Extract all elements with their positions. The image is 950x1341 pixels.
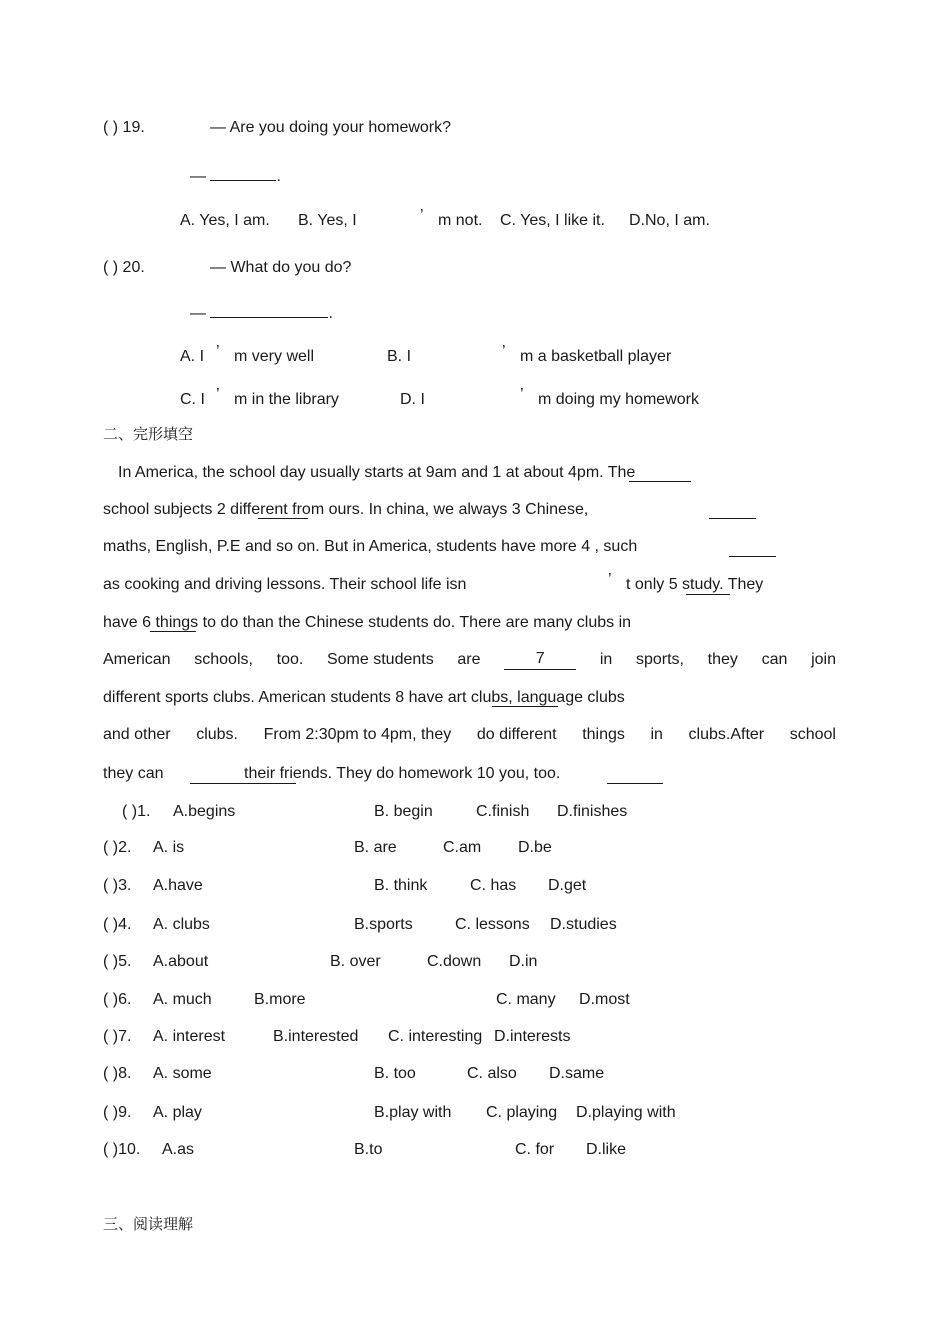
cloze-line-6-word: join — [811, 651, 836, 668]
option-a: A. interest — [153, 1028, 226, 1045]
q19-option-d: D.No, I am. — [629, 212, 710, 229]
cloze-line-6-word: they — [707, 651, 738, 668]
option-a: A. play — [153, 1104, 202, 1121]
option-d: D.studies — [550, 916, 617, 933]
cloze-underline-1 — [629, 481, 691, 482]
q20-answer-blank[interactable] — [210, 303, 328, 318]
option-c: C. also — [467, 1065, 517, 1082]
cloze-line-6-word: American — [103, 651, 171, 668]
q20-option-b-part1: B. I — [387, 348, 412, 365]
option-d: D.get — [548, 877, 587, 894]
q20-option-a-part2: m very well — [234, 348, 315, 365]
q20-tail: . — [328, 305, 333, 322]
q19-number: ( ) 19. — [103, 119, 145, 136]
cloze-line-6-word: schools, — [194, 651, 253, 668]
cloze-line-6-word: can — [761, 651, 788, 668]
option-number: ( )1. — [122, 803, 151, 820]
option-b: B.play with — [374, 1104, 452, 1121]
option-d: D.in — [509, 953, 538, 970]
q20-option-d-apostrophe: ’ — [520, 386, 524, 403]
cloze-line-6 — [103, 650, 836, 670]
q19-tail: . — [276, 168, 281, 185]
option-a: A. some — [153, 1065, 212, 1082]
cloze-line-8-word: clubs. — [196, 726, 238, 743]
q19-option-b-part2: m not. — [438, 212, 483, 229]
cloze-line-8-word: and other — [103, 726, 171, 743]
q19-answer-line — [190, 166, 281, 187]
q20-option-d-part2: m doing my homework — [538, 391, 699, 408]
cloze-line-7: different sports clubs. American students 8 have art clubs, language clubs — [103, 689, 625, 706]
cloze-line-8 — [103, 725, 836, 745]
cloze-line-8-word: do different — [476, 726, 557, 743]
option-c: C.am — [443, 839, 482, 856]
cloze-line-6-word: are — [457, 651, 481, 668]
option-number: ( )10. — [103, 1141, 141, 1158]
option-c: C. interesting — [388, 1028, 483, 1045]
cloze-line-9-part1: they can — [103, 765, 164, 782]
q20-answer-line — [190, 303, 333, 324]
option-b: B. too — [374, 1065, 416, 1082]
option-number: ( )2. — [103, 839, 132, 856]
option-c: C.down — [427, 953, 482, 970]
q20-dash: — — [190, 305, 206, 322]
cloze-line-8-word: school — [789, 726, 836, 743]
option-number: ( )3. — [103, 877, 132, 894]
section3-title: 三、阅读理解 — [103, 1215, 194, 1233]
cloze-underline-2 — [258, 518, 308, 519]
option-d: D.be — [518, 839, 552, 856]
cloze-underline-10 — [607, 783, 663, 784]
q20-question: — What do you do? — [210, 259, 352, 276]
cloze-line-3: maths, English, P.E and so on. But in America, students have more 4 , such — [103, 538, 638, 555]
option-number: ( )6. — [103, 991, 132, 1008]
cloze-underline-8 — [492, 706, 558, 707]
cloze-line-4-part1: as cooking and driving lessons. Their school life isn — [103, 576, 467, 593]
option-number: ( )4. — [103, 916, 132, 933]
option-b: B. are — [354, 839, 397, 856]
q20-option-a-part1: A. I — [180, 348, 205, 365]
q19-option-b-part1: B. Yes, I — [298, 212, 357, 229]
cloze-line-2: school subjects 2 different from ours. In china, we always 3 Chinese, — [103, 501, 589, 518]
option-number: ( )7. — [103, 1028, 132, 1045]
q19-option-b-apostrophe: ’ — [420, 207, 424, 224]
cloze-line-8-word: clubs.After — [688, 726, 765, 743]
option-a: A. much — [153, 991, 212, 1008]
option-a: A.begins — [173, 803, 236, 820]
option-b: B.interested — [273, 1028, 359, 1045]
cloze-line-5: have 6 things to do than the Chinese students do. There are many clubs in — [103, 614, 632, 631]
option-d: D.same — [549, 1065, 605, 1082]
option-c: C. playing — [486, 1104, 558, 1121]
q20-option-b-apostrophe: ’ — [502, 343, 506, 360]
q19-question: — Are you doing your homework? — [210, 119, 452, 136]
q20-option-d-part1: D. I — [400, 391, 425, 408]
option-c: C. has — [470, 877, 517, 894]
option-b: B.more — [254, 991, 306, 1008]
q19-answer-blank[interactable] — [210, 166, 276, 181]
cloze-line-8-word: From 2:30pm to 4pm, they — [263, 726, 452, 743]
cloze-line-8-word: things — [582, 726, 625, 743]
q19-option-c: C. Yes, I like it. — [500, 212, 605, 229]
cloze-blank-7: 7 — [504, 650, 576, 670]
q20-number: ( ) 20. — [103, 259, 145, 276]
option-d: D.most — [579, 991, 630, 1008]
cloze-line-6-word: in — [599, 651, 613, 668]
q20-option-c-part1: C. I — [180, 391, 205, 408]
option-b: B.sports — [354, 916, 413, 933]
option-b: B.to — [354, 1141, 383, 1158]
option-a: A. clubs — [153, 916, 210, 933]
option-b: B. over — [330, 953, 381, 970]
q19-option-a: A. Yes, I am. — [180, 212, 270, 229]
option-b: B. begin — [374, 803, 433, 820]
cloze-line-6-word: sports, — [635, 651, 684, 668]
q20-option-a-apostrophe: ’ — [216, 343, 220, 360]
option-number: ( )5. — [103, 953, 132, 970]
option-d: D.interests — [494, 1028, 571, 1045]
cloze-line-4-apostrophe: ’ — [608, 571, 612, 588]
cloze-underline-5 — [686, 594, 730, 595]
option-number: ( )9. — [103, 1104, 132, 1121]
option-d: D.playing with — [576, 1104, 676, 1121]
option-number: ( )8. — [103, 1065, 132, 1082]
option-a: A.about — [153, 953, 209, 970]
q20-option-c-part2: m in the library — [234, 391, 339, 408]
q20-option-c-apostrophe: ’ — [216, 386, 220, 403]
q19-dash: — — [190, 168, 206, 185]
option-d: D.finishes — [557, 803, 628, 820]
option-b: B. think — [374, 877, 428, 894]
option-a: A.as — [162, 1141, 195, 1158]
option-c: C. many — [496, 991, 556, 1008]
cloze-line-6-word: too. — [276, 651, 304, 668]
option-a: A. is — [153, 839, 185, 856]
cloze-line-6-word: Some students — [326, 651, 434, 668]
cloze-underline-6 — [150, 631, 196, 632]
cloze-blank-4 — [729, 556, 776, 557]
option-c: C. lessons — [455, 916, 530, 933]
option-a: A.have — [153, 877, 203, 894]
cloze-line-4-part2: t only 5 study. They — [626, 576, 764, 593]
cloze-line-8-word: in — [650, 726, 663, 743]
option-d: D.like — [586, 1141, 627, 1158]
section2-title: 二、完形填空 — [103, 425, 194, 443]
cloze-blank-3 — [709, 518, 756, 519]
option-c: C. for — [515, 1141, 555, 1158]
cloze-line-1: In America, the school day usually starts at 9am and 1 at about 4pm. The — [118, 464, 636, 481]
cloze-line-9-part2: their friends. They do homework 10 you, too. — [244, 765, 561, 782]
q20-option-b-part2: m a basketball player — [520, 348, 672, 365]
option-c: C.finish — [476, 803, 530, 820]
